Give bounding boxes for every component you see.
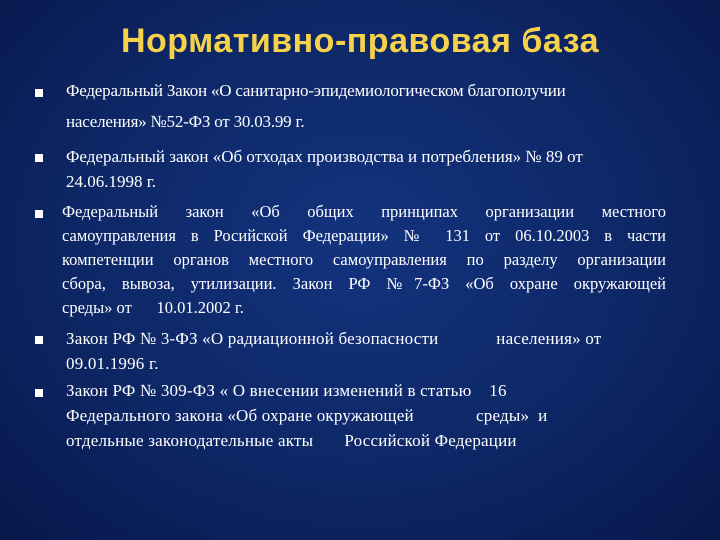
- item-line: Федеральный Закон «О санитарно-эпидемиологическом благополучии: [66, 81, 566, 100]
- item-line: Федеральный закон «Об отходах производства и потребления» № 89 от: [66, 147, 583, 166]
- item-line: среды» от 10.01.2002 г.: [62, 298, 244, 317]
- list-item: [66, 326, 676, 376]
- bullet-marker: [35, 336, 43, 344]
- list-item: [66, 78, 676, 134]
- item-line: самоуправления в Росийской Федерации» № 131 от 06.10.2003 в части: [62, 226, 666, 245]
- list-item: [66, 378, 676, 453]
- item-line: Закон РФ № 309-ФЗ « О внесении изменений в статью 16: [66, 381, 507, 400]
- list-item: [66, 144, 676, 194]
- item-line: отдельные законодательные акты Российской Федерации: [66, 431, 517, 450]
- item-line: Федеральный закон «Об общих принципах организации местного: [62, 202, 666, 221]
- list-item: [62, 200, 672, 320]
- item-line: Федерального закона «Об охране окружающей среды» и: [66, 406, 548, 425]
- item-line: населения» №52-ФЗ от 30.03.99 г.: [66, 112, 305, 131]
- bullet-marker: [35, 89, 43, 97]
- bullet-marker: [35, 154, 43, 162]
- item-line: сбора, вывоза, утилизации. Закон РФ №7-ФЗ «Об охране окружающей: [62, 274, 666, 293]
- bullet-marker: [35, 389, 43, 397]
- item-line: 09.01.1996 г.: [66, 354, 159, 373]
- page-title: Нормативно-правовая база: [120, 22, 600, 60]
- item-line: компетенции органов местного самоуправления по разделу организации: [62, 250, 666, 269]
- item-line: Закон РФ № 3-ФЗ «О радиационной безопасности населения» от: [66, 329, 602, 348]
- bullet-marker: [35, 210, 43, 218]
- item-line: 24.06.1998 г.: [66, 172, 157, 191]
